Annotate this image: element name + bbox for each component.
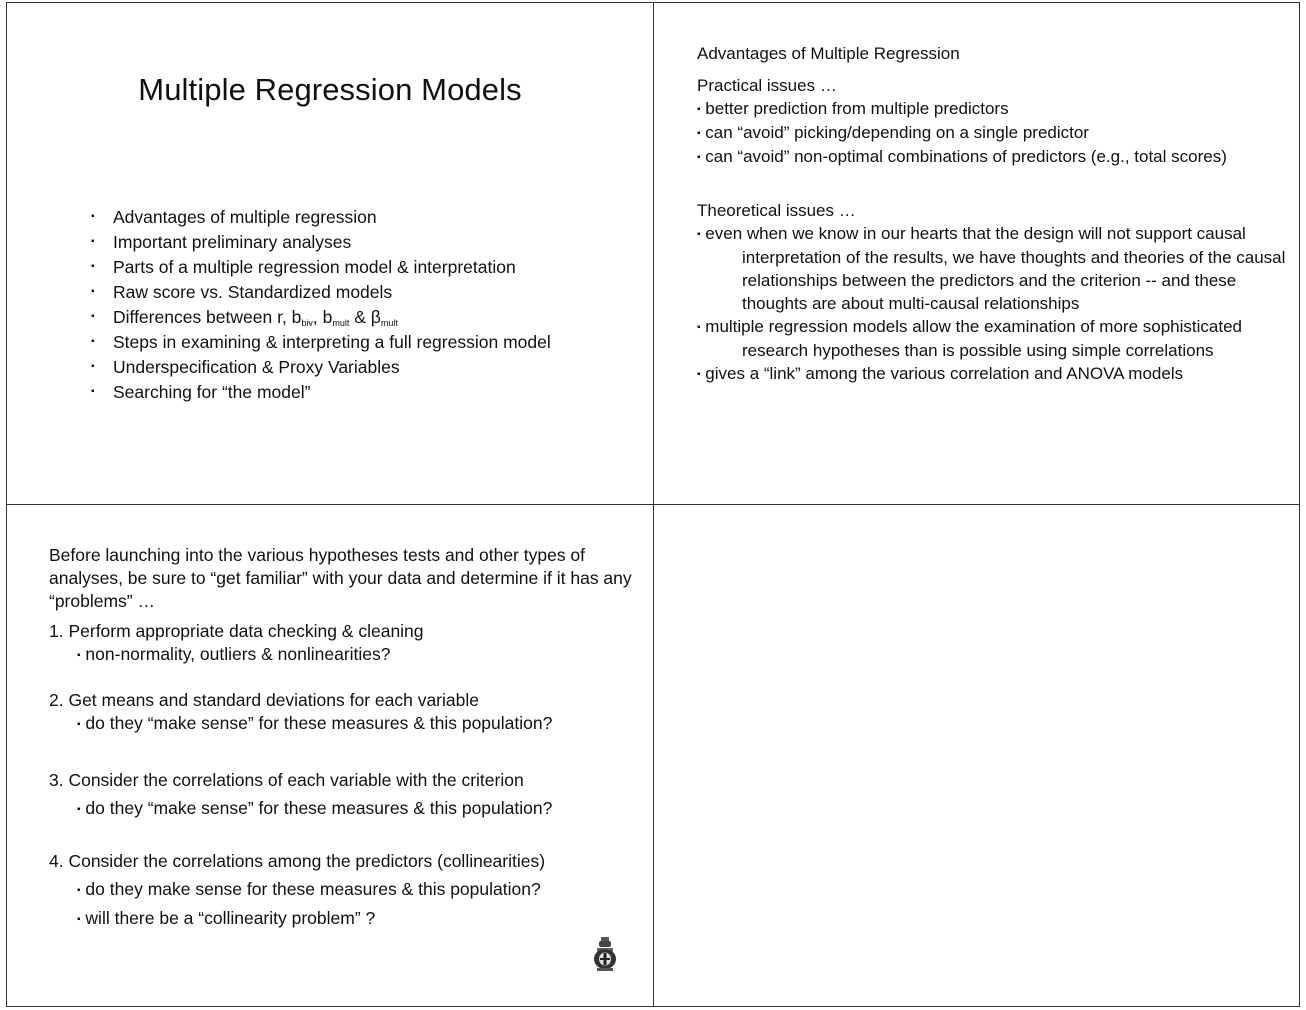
practical-item-text: better prediction from multiple predictors bbox=[705, 99, 1009, 118]
step-sub-text: will there be a “collinearity problem” ? bbox=[85, 908, 376, 928]
bullet-item: ▪ Parts of a multiple regression model & interpretation bbox=[90, 256, 551, 281]
bullet-item: ▪ Underspecification & Proxy Variables bbox=[90, 356, 551, 381]
practical-item: ▪ can “avoid” picking/depending on a single predictor bbox=[697, 123, 1089, 142]
bullet-item: ▪ Advantages of multiple regression bbox=[90, 206, 551, 231]
step-sub-text: do they make sense for these measures & this population? bbox=[85, 879, 541, 899]
differences-text: Differences between r, b bbox=[113, 307, 302, 327]
practical-item-text: can “avoid” non-optimal combinations of predictors (e.g., total scores) bbox=[705, 147, 1227, 166]
step-4-label: 4. Consider the correlations among the predictors (collinearities) bbox=[49, 851, 546, 871]
practical-item: ▪ can “avoid” non-optimal combinations of predictors (e.g., total scores) bbox=[697, 147, 1227, 166]
step-sub-text: non-normality, outliers & nonlinearities? bbox=[85, 644, 391, 664]
theoretical-item-text: gives a “link” among the various correlation and ANOVA models bbox=[705, 364, 1184, 383]
bullet-item: ▪ Important preliminary analyses bbox=[90, 231, 551, 256]
slide-3 bbox=[49, 544, 639, 931]
subscript-mult: mult bbox=[332, 318, 350, 328]
slide-1-title: Multiple Regression Models bbox=[138, 72, 522, 107]
practical-issues-heading: Practical issues … bbox=[697, 76, 837, 95]
theoretical-item: ▪ gives a “link” among the various correlation and ANOVA models bbox=[697, 364, 1184, 383]
differences-text: , b bbox=[312, 307, 333, 327]
theoretical-item-text: multiple regression models allow the examination of more sophisticated research hypotheses than is possible using simple correlations bbox=[705, 317, 1242, 360]
differences-text: & β bbox=[349, 307, 381, 327]
theoretical-item: ▪ multiple regression models allow the examination of more sophisticated research hypotheses than is possible using simple correlations bbox=[697, 317, 1242, 360]
slide-2 bbox=[697, 42, 1287, 386]
step-sub-item: ▪ non-normality, outliers & nonlinearities? bbox=[77, 644, 391, 664]
slide-1-bullet-list bbox=[90, 206, 551, 406]
step-sub-item: ▪ do they “make sense” for these measures & this population? bbox=[77, 713, 553, 733]
step-1-label: 1. Perform appropriate data checking & cleaning bbox=[49, 621, 424, 641]
step-sub-text: do they “make sense” for these measures & this population? bbox=[85, 798, 553, 818]
slide-3-intro: Before launching into the various hypotheses tests and other types of analyses, be sure to “get familiar” with your data and determine if it has any “problems” … bbox=[49, 545, 632, 611]
theoretical-item: ▪ even when we know in our hearts that the design will not support causal interpretation of the results, we have thoughts and theories of the causal relationships between the predictors and the criterion -- and these thoughts are about multi-causal relationships bbox=[697, 224, 1286, 313]
subscript-biv: biv bbox=[301, 318, 313, 328]
step-sub-text: do they “make sense” for these measures & this population? bbox=[85, 713, 553, 733]
step-3-label: 3. Consider the correlations of each variable with the criterion bbox=[49, 770, 524, 790]
practical-item-text: can “avoid” picking/depending on a single predictor bbox=[705, 123, 1089, 142]
slide-2-title: Advantages of Multiple Regression bbox=[697, 44, 960, 63]
theoretical-issues-heading: Theoretical issues … bbox=[697, 201, 856, 220]
step-sub-item: ▪ do they “make sense” for these measures & this population? bbox=[77, 798, 553, 818]
step-sub-item: ▪ will there be a “collinearity problem” ? bbox=[77, 908, 376, 928]
bullet-item-differences bbox=[90, 306, 551, 331]
subscript-mult: mult bbox=[380, 318, 398, 328]
bullet-item: ▪ Raw score vs. Standardized models bbox=[90, 281, 551, 306]
step-sub-item: ▪ do they make sense for these measures & this population? bbox=[77, 879, 541, 899]
university-seal-icon bbox=[591, 936, 619, 972]
horizontal-divider bbox=[6, 504, 1300, 505]
slide-1 bbox=[0, 0, 653, 504]
step-2-label: 2. Get means and standard deviations for each variable bbox=[49, 690, 479, 710]
bullet-item: ▪ Searching for “the model” bbox=[90, 381, 551, 406]
bullet-item: ▪ Steps in examining & interpreting a full regression model bbox=[90, 331, 551, 356]
practical-item: ▪ better prediction from multiple predictors bbox=[697, 99, 1009, 118]
theoretical-item-text: even when we know in our hearts that the design will not support causal interpretation of the results, we have thoughts and theories of the causal relationships between the predictors and the criterion -- and these thoughts are about multi-causal relationships bbox=[705, 224, 1286, 313]
